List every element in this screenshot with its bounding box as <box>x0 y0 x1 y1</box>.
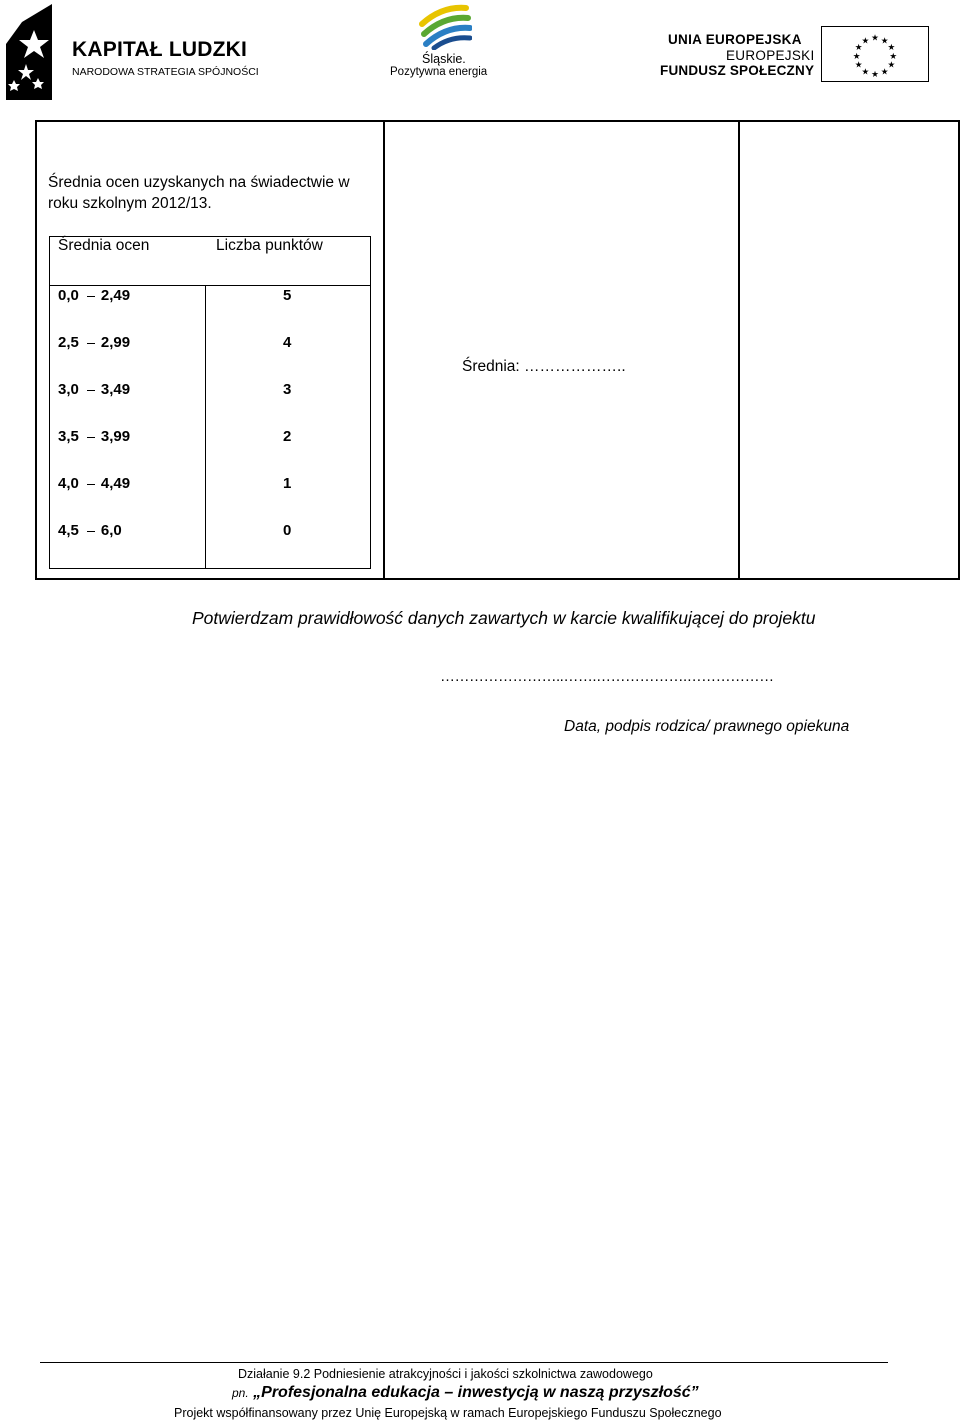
svg-text:★: ★ <box>887 43 896 54</box>
svg-text:★: ★ <box>880 36 889 47</box>
kapital-ludzki-subtitle: NARODOWA STRATEGIA SPÓJNOŚCI <box>72 66 259 78</box>
points-value: 4 <box>283 334 292 351</box>
footer-divider <box>40 1362 888 1363</box>
svg-text:★: ★ <box>871 33 879 44</box>
kapital-ludzki-star-icon <box>4 4 60 100</box>
confirmation-statement: Potwierdzam prawidłowość danych zawartych w karcie kwalifikującej do projektu <box>192 608 816 628</box>
svg-text:★: ★ <box>889 51 898 62</box>
slaskie-waves-icon <box>416 4 472 50</box>
eu-line-3: FUNDUSZ SPOŁECZNY <box>660 63 815 78</box>
points-value: 2 <box>283 428 292 445</box>
svg-text:★: ★ <box>861 36 870 47</box>
footer-project-line <box>232 1384 699 1402</box>
grade-points-table <box>49 236 371 569</box>
slaskie-tagline: Pozytywna energia <box>390 66 488 78</box>
header-divider <box>50 285 370 286</box>
grade-range: 3,5 3,99 <box>58 428 131 445</box>
svg-text:★: ★ <box>854 43 863 54</box>
grade-range: 2,5 2,99 <box>58 334 131 351</box>
points-value: 3 <box>283 381 292 398</box>
footer-action-line: Działanie 9.2 Podniesienie atrakcyjności i jakości szkolnictwa zawodowego <box>238 1367 653 1381</box>
grade-range: 0,0 2,49 <box>58 287 131 304</box>
eu-line-2: EUROPEJSKI <box>726 48 815 63</box>
average-description: Średnia ocen uzyskanych na świadectwie w roku szkolnym 2012/13. <box>48 174 350 212</box>
grade-range: 4,5 6,0 <box>58 522 122 539</box>
slaskie-name: Śląskie. <box>422 52 466 66</box>
footer-pn: pn. <box>232 1386 249 1400</box>
kapital-ludzki-title: KAPITAŁ LUDZKI <box>72 38 248 61</box>
grade-range: 3,0 3,49 <box>58 381 131 398</box>
average-field[interactable]: Średnia: ……………….. <box>462 358 626 375</box>
eu-logo <box>656 26 936 86</box>
eu-flag-icon <box>821 26 929 82</box>
column-divider <box>738 122 740 578</box>
footer-project-title: „Profesjonalna edukacja – inwestycją w naszą przyszłość” <box>253 1384 699 1401</box>
svg-text:★: ★ <box>852 51 861 62</box>
svg-text:★: ★ <box>861 67 870 78</box>
points-value: 1 <box>283 475 292 492</box>
svg-text:★: ★ <box>880 67 889 78</box>
footer-funding-line: Projekt współfinansowany przez Unię Europejską w ramach Europejskiego Funduszu Społecznego <box>174 1406 722 1420</box>
signature-label: Data, podpis rodzica/ prawnego opiekuna <box>564 718 850 735</box>
slaskie-logo <box>388 4 508 80</box>
signature-line[interactable]: ……………………..…….……………….……………… <box>440 668 774 685</box>
grade-header: Średnia ocen <box>58 237 150 254</box>
svg-text:★: ★ <box>887 60 896 71</box>
points-header: Liczba punktów <box>216 237 323 254</box>
grade-range: 4,0 4,49 <box>58 475 131 492</box>
svg-text:★: ★ <box>854 60 863 71</box>
svg-text:★: ★ <box>871 70 879 81</box>
column-divider <box>205 285 206 568</box>
eu-line-1: UNIA EUROPEJSKA <box>668 32 802 47</box>
points-value: 0 <box>283 522 292 539</box>
column-divider <box>383 122 385 578</box>
kapital-ludzki-logo <box>4 4 259 100</box>
points-value: 5 <box>283 287 292 304</box>
